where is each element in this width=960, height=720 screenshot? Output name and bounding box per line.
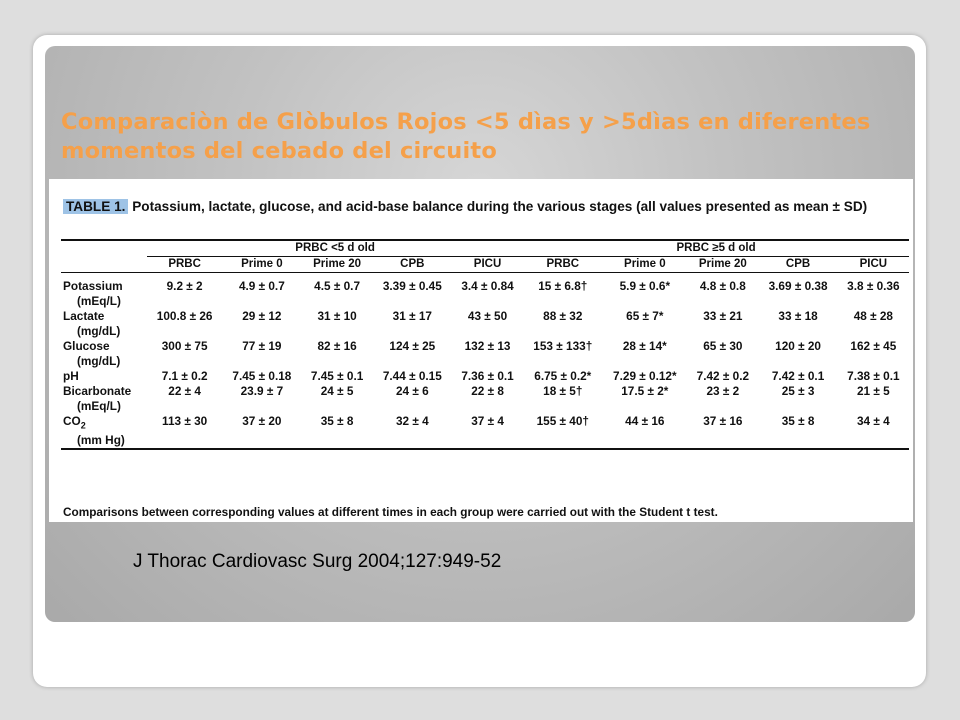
group-header: PRBC ≥5 d old <box>523 240 909 257</box>
citation: J Thorac Cardiovasc Surg 2004;127:949-52 <box>133 551 502 572</box>
table-cell: 7.45 ± 0.1 <box>310 369 364 383</box>
table-cell: 113 ± 30 <box>147 414 222 449</box>
table-cell: 37 ± 16 <box>687 414 758 449</box>
table-cell: 22 ± 8 <box>471 384 504 398</box>
table-row <box>61 339 909 369</box>
table-cell: 7.42 ± 0.1 <box>771 369 825 383</box>
table-caption-text: Potassium, lactate, glucose, and acid-base balance during the various stages (all values presented as mean ± SD) <box>132 199 868 214</box>
column-header: Prime 20 <box>687 257 758 273</box>
table-cell: 37 ± 20 <box>222 414 301 449</box>
table-cell: 23.9 ± 7 <box>240 384 284 398</box>
table-cell: 44 ± 16 <box>602 414 687 449</box>
table-cell: 6.75 ± 0.2* <box>534 369 592 383</box>
column-header-row <box>61 257 909 273</box>
table-cell: 35 ± 8 <box>301 414 372 449</box>
table-cell: 18 ± 5† <box>543 384 583 398</box>
column-header: CPB <box>373 257 452 273</box>
table-cell: 7.44 ± 0.15 <box>382 369 442 383</box>
table-row <box>61 309 909 339</box>
table-cell: 25 ± 3 <box>781 384 815 398</box>
row-name: Bicarbonate <box>63 384 132 398</box>
table-cell: 88 ± 32 <box>543 309 583 323</box>
column-header: PRBC <box>523 257 602 273</box>
table-cell: 5.9 ± 0.6* <box>619 279 671 293</box>
row-unit: (mEq/L) <box>77 294 121 308</box>
table-cell: 23 ± 2 <box>706 384 740 398</box>
row-label <box>61 339 147 369</box>
table-cell: 31 ± 17 <box>392 309 432 323</box>
column-header: Prime 20 <box>301 257 372 273</box>
table-cell: 33 ± 21 <box>703 309 743 323</box>
table-cell: 35 ± 8 <box>758 414 837 449</box>
table-cell: 3.69 ± 0.38 <box>768 279 828 293</box>
table-cell: 24 ± 6 <box>395 384 429 398</box>
table-cell: 7.29 ± 0.12* <box>613 369 677 383</box>
table-cell: 7.38 ± 0.1 <box>847 369 900 383</box>
table-row <box>61 384 909 414</box>
column-header: Prime 0 <box>222 257 301 273</box>
table-cell: 77 ± 19 <box>242 339 282 353</box>
table-cell: 17.5 ± 2* <box>621 384 669 398</box>
row-unit: (mm Hg) <box>77 433 125 448</box>
row-label <box>61 414 147 449</box>
table-cell: 31 ± 10 <box>317 309 357 323</box>
table-cell: 132 ± 13 <box>464 339 511 353</box>
table-cell: 120 ± 20 <box>775 339 821 353</box>
table-caption <box>63 197 913 217</box>
table-cell: 4.8 ± 0.8 <box>699 279 746 293</box>
table-cell: 37 ± 4 <box>452 414 523 449</box>
table-cell: 153 ± 133† <box>533 339 593 353</box>
table-cell: 7.45 ± 0.18 <box>232 369 292 383</box>
row-name: Lactate <box>63 309 105 323</box>
column-header: PICU <box>452 257 523 273</box>
column-header: Prime 0 <box>602 257 687 273</box>
row-unit: (mg/dL) <box>77 354 121 368</box>
table-row <box>61 279 909 309</box>
table-cell: 48 ± 28 <box>853 309 893 323</box>
table-cell: 162 ± 45 <box>850 339 897 353</box>
row-name-subscript: 2 <box>80 420 86 431</box>
table-label: TABLE 1. <box>63 199 128 214</box>
row-name: Potassium <box>63 279 123 293</box>
table-footnote: Comparisons between corresponding values at different times in each group were carried out with the Student t test. <box>63 505 718 519</box>
table-cell: 34 ± 4 <box>838 414 909 449</box>
data-table <box>61 239 909 450</box>
table-cell: 33 ± 18 <box>778 309 818 323</box>
table-cell: 7.36 ± 0.1 <box>461 369 514 383</box>
table-cell: 82 ± 16 <box>317 339 357 353</box>
table-cell: 300 ± 75 <box>161 339 208 353</box>
table-cell: 155 ± 40† <box>523 414 602 449</box>
table-cell: 7.1 ± 0.2 <box>161 369 208 383</box>
row-label <box>61 384 147 414</box>
table-cell: 65 ± 7* <box>626 309 664 323</box>
column-header: PRBC <box>147 257 222 273</box>
slide-title: Comparaciòn de Glòbulos Rojos <5 dìas y >5dìas en diferentes momentos del cebado del circuito <box>61 109 871 164</box>
table-cell: 24 ± 5 <box>320 384 354 398</box>
table-cell: 43 ± 50 <box>467 309 508 323</box>
table-cell: 15 ± 6.8† <box>538 279 588 293</box>
table-cell: 4.9 ± 0.7 <box>238 279 285 293</box>
row-label <box>61 369 147 384</box>
table-cell: 100.8 ± 26 <box>156 309 213 323</box>
table-row <box>61 414 909 449</box>
table-cell: 9.2 ± 2 <box>166 279 203 293</box>
table-image <box>49 179 913 522</box>
table-row <box>61 369 909 384</box>
table-cell: 3.4 ± 0.84 <box>461 279 514 293</box>
table-cell: 22 ± 4 <box>168 384 201 398</box>
table-cell: 29 ± 12 <box>242 309 282 323</box>
table-cell: 3.8 ± 0.36 <box>847 279 900 293</box>
table-cell: 28 ± 14* <box>622 339 667 353</box>
column-header: CPB <box>758 257 837 273</box>
table-cell: 32 ± 4 <box>373 414 452 449</box>
table-cell: 3.39 ± 0.45 <box>382 279 442 293</box>
group-header-row <box>61 240 909 257</box>
row-label <box>61 279 147 309</box>
table-cell: 7.42 ± 0.2 <box>696 369 750 383</box>
table-cell: 21 ± 5 <box>856 384 890 398</box>
row-label <box>61 309 147 339</box>
column-header: PICU <box>838 257 909 273</box>
row-name: CO <box>63 414 81 428</box>
row-name: pH <box>63 369 79 383</box>
row-name: Glucose <box>63 339 110 353</box>
row-unit: (mg/dL) <box>77 324 121 338</box>
table-cell: 124 ± 25 <box>389 339 436 353</box>
table-cell: 4.5 ± 0.7 <box>314 279 361 293</box>
group-header: PRBC <5 d old <box>147 240 523 257</box>
row-unit: (mEq/L) <box>77 399 121 413</box>
table-cell: 65 ± 30 <box>703 339 743 353</box>
